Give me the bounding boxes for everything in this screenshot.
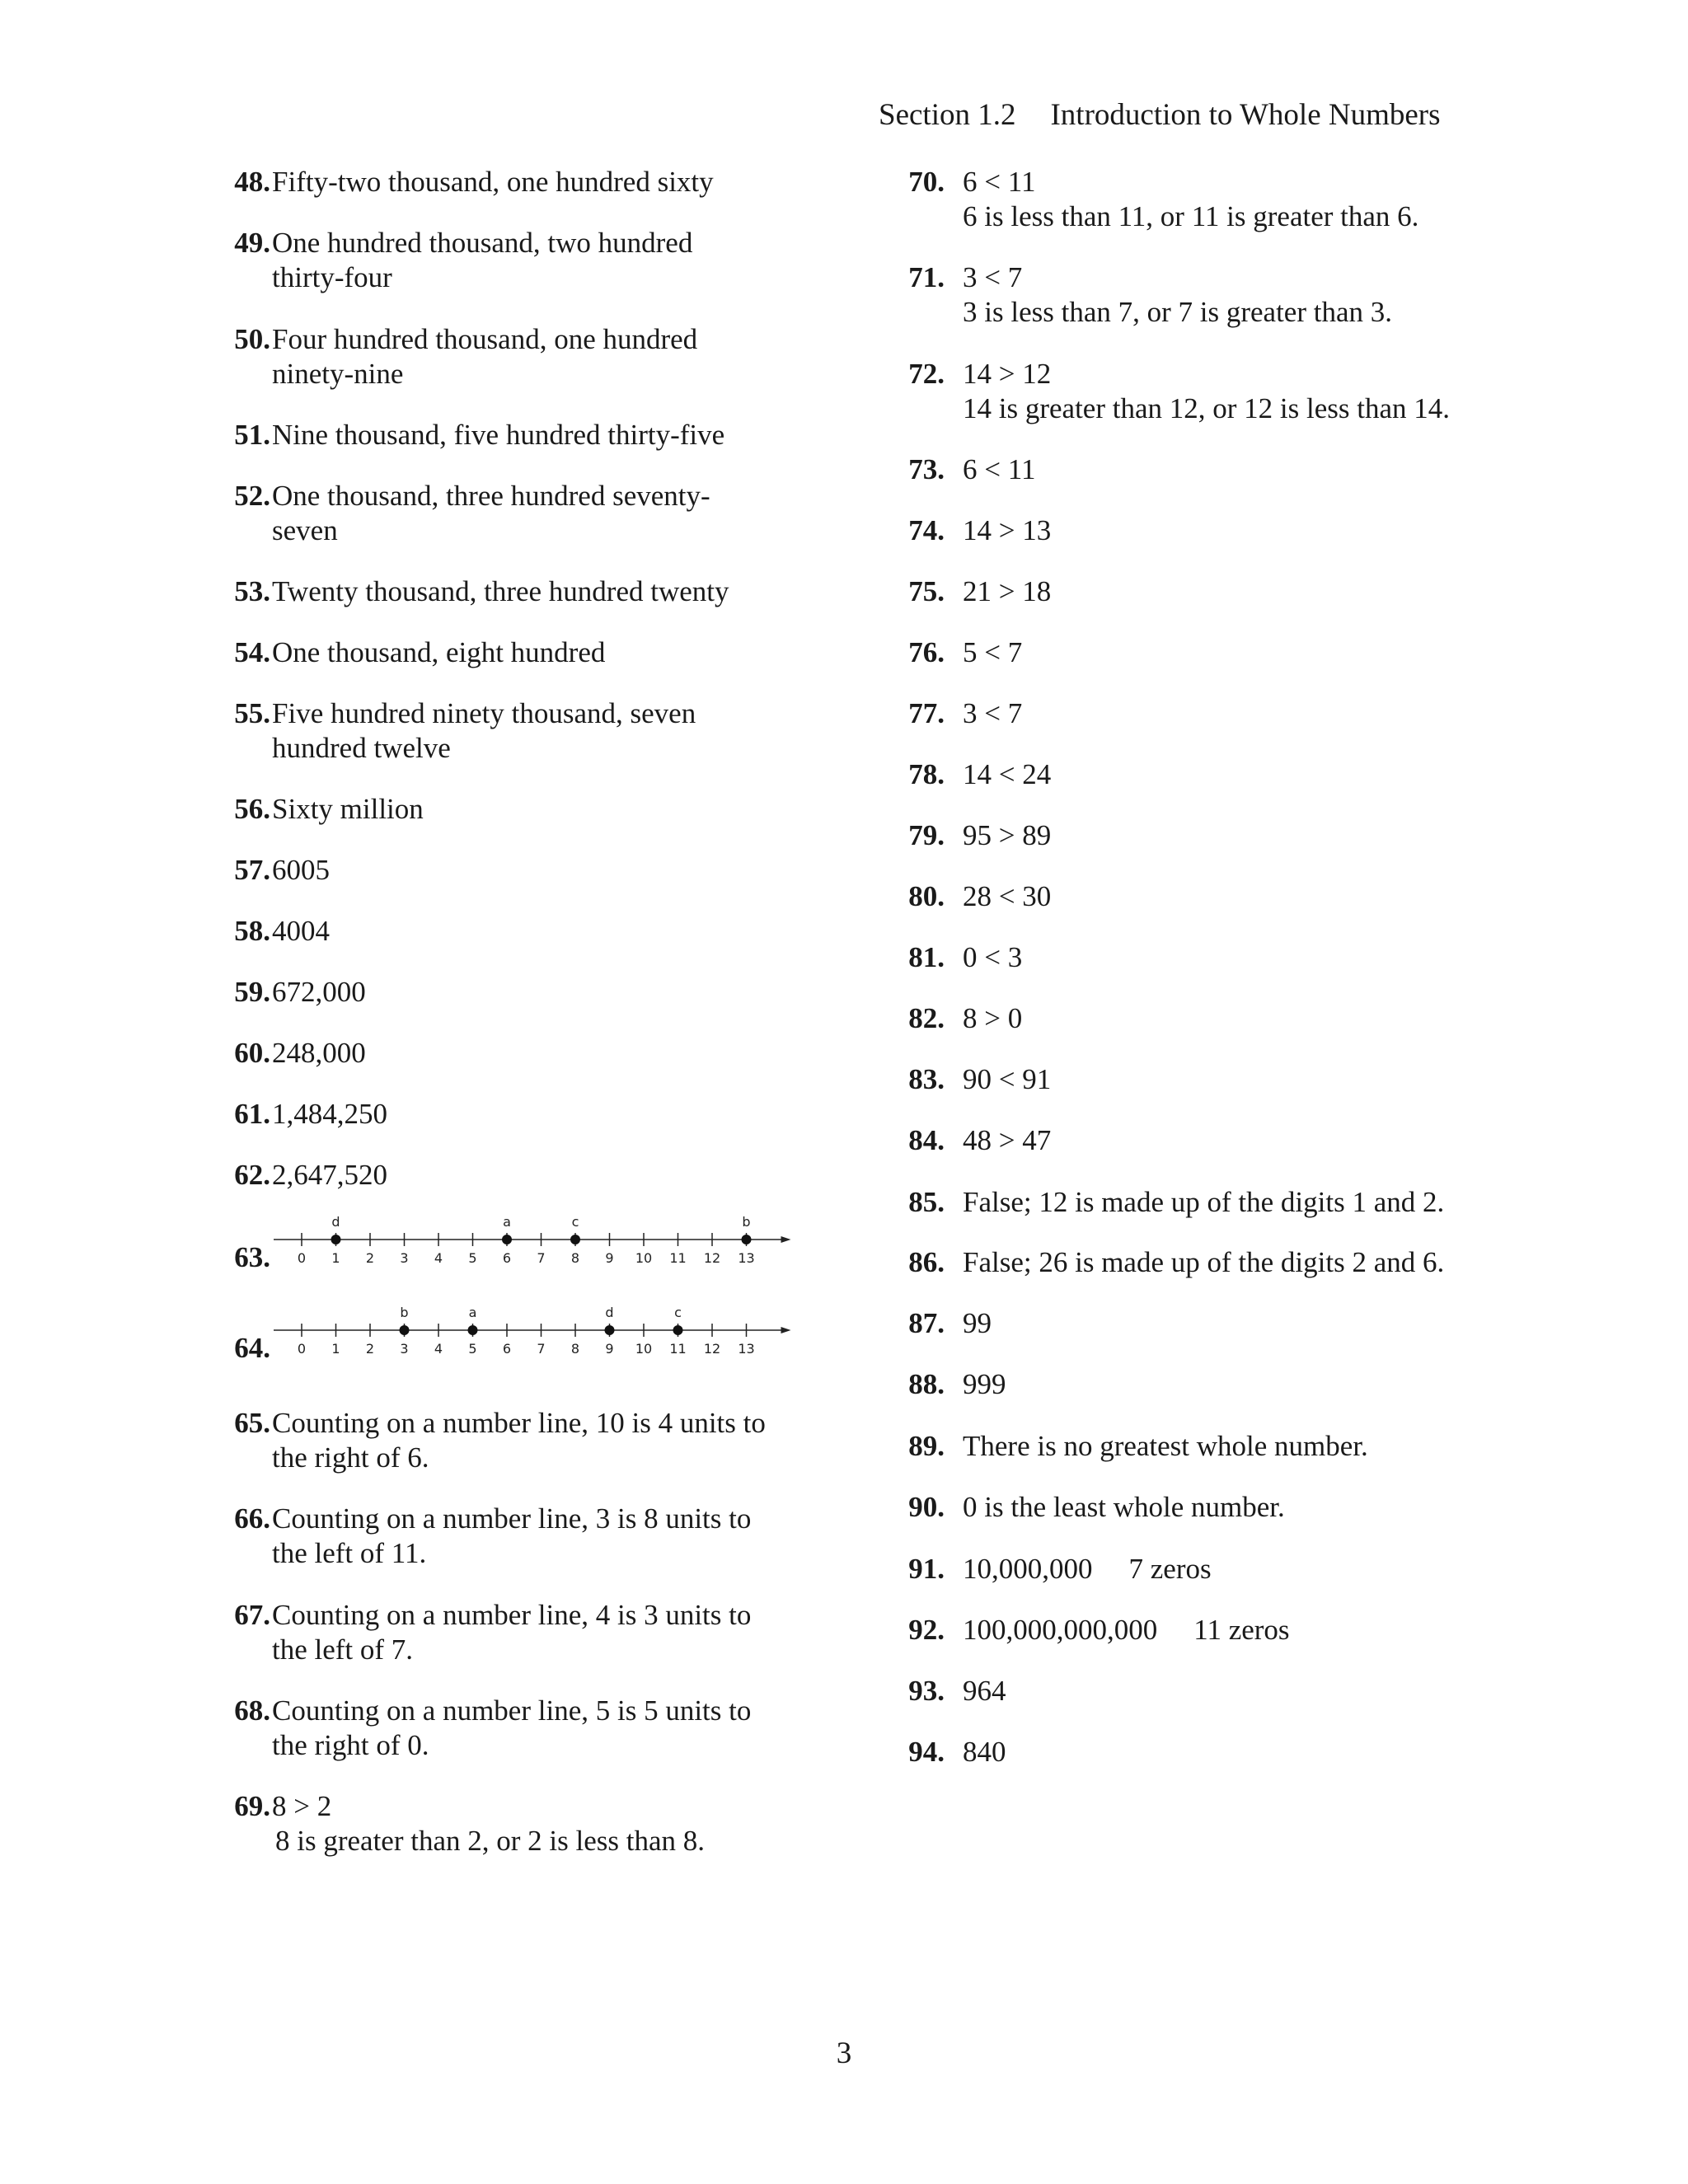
item-number: 84. [908, 1124, 945, 1156]
item-number: 79. [908, 819, 945, 851]
item-number: 83. [908, 1063, 945, 1095]
answer-note: 11 zeros [1193, 1614, 1290, 1646]
answer-text: 28 < 30 [963, 880, 1052, 912]
answer-text: 0 is the least whole number. [963, 1491, 1285, 1523]
number-line-tick-label: 7 [537, 1250, 546, 1266]
answer-text: Sixty million [272, 793, 424, 825]
answer-note: 7 zeros [1128, 1553, 1212, 1585]
answer-text: Four hundred thousand, one hundred [272, 323, 698, 355]
number-line-point-label: d [605, 1305, 614, 1320]
item-number: 68. [234, 1694, 270, 1727]
item-number: 80. [908, 880, 945, 912]
item-number: 92. [908, 1614, 945, 1646]
answer-text: 964 [963, 1675, 1006, 1707]
answer-item [216, 792, 424, 827]
number-line-point-label: a [468, 1305, 477, 1320]
number-line-point [570, 1235, 580, 1244]
answer-text: 14 < 24 [963, 758, 1052, 790]
number-line-tick-label: 12 [703, 1341, 721, 1357]
number-line-tick-label: 2 [365, 1341, 375, 1357]
answer-text: thirty-four [272, 261, 392, 293]
answer-item [216, 1158, 387, 1193]
number-line-tick-label: 3 [400, 1341, 409, 1357]
answer-item [216, 1694, 751, 1763]
answer-text: the left of 7. [272, 1633, 414, 1666]
number-line-graph [272, 1205, 799, 1271]
answer-text: 6 < 11 [963, 166, 1036, 198]
answer-text: 5 < 7 [963, 636, 1023, 668]
answer-text: 8 > 0 [963, 1002, 1023, 1034]
number-line-point [502, 1235, 512, 1244]
number-line-tick-label: 4 [434, 1250, 443, 1266]
item-number: 49. [234, 227, 270, 259]
item-number: 82. [908, 1002, 945, 1034]
item-number: 62. [234, 1159, 270, 1191]
number-line-tick-label: 0 [297, 1341, 307, 1357]
answer-item [907, 357, 1450, 426]
item-number: 61. [234, 1098, 270, 1130]
number-line-tick-label: 8 [570, 1341, 580, 1357]
answer-text: Counting on a number line, 10 is 4 units to [272, 1407, 766, 1439]
answer-item [216, 696, 696, 766]
answer-item [907, 1001, 1022, 1036]
answer-text: the right of 6. [272, 1441, 429, 1474]
number-line-point-label: c [571, 1214, 579, 1230]
answer-text: One hundred thousand, two hundred [272, 227, 693, 259]
number-line-tick-label: 10 [635, 1341, 653, 1357]
answer-item [907, 1245, 1444, 1280]
answer-text: There is no greatest whole number. [963, 1430, 1368, 1462]
number-line-tick-label: 10 [635, 1250, 653, 1266]
answer-text: 48 > 47 [963, 1124, 1052, 1156]
answer-item [907, 635, 1022, 670]
number-line-tick-label: 5 [468, 1250, 477, 1266]
answer-item [907, 1429, 1368, 1464]
item-number: 55. [234, 697, 270, 729]
answer-text: 8 > 2 [272, 1790, 332, 1822]
number-line-point [673, 1325, 683, 1335]
answer-text: the right of 0. [272, 1729, 429, 1761]
item-number: 85. [908, 1186, 945, 1218]
answer-explanation: 6 is less than 11, or 11 is greater than 6. [963, 200, 1419, 232]
answer-item [907, 1306, 992, 1341]
answer-text: 3 < 7 [963, 697, 1023, 729]
number-line-point-label: b [400, 1305, 409, 1320]
answer-text: Twenty thousand, three hundred twenty [272, 575, 729, 607]
number-line-tick-label: 12 [703, 1250, 721, 1266]
answer-text: 6005 [272, 854, 330, 886]
answer-item [907, 574, 1051, 609]
item-number: 74. [908, 514, 945, 546]
answer-item [907, 757, 1051, 792]
answer-item [907, 879, 1051, 914]
answer-item [907, 940, 1022, 975]
number-line-point [468, 1325, 478, 1335]
answer-text: 4004 [272, 915, 330, 947]
number-line-tick-label: 2 [365, 1250, 375, 1266]
answer-text: Counting on a number line, 3 is 8 units to [272, 1502, 752, 1535]
item-number: 93. [908, 1675, 945, 1707]
item-number: 76. [908, 636, 945, 668]
number-line-point [742, 1235, 752, 1244]
answer-text: hundred twelve [272, 732, 451, 764]
answer-item [216, 1097, 387, 1132]
number-line-tick-label: 3 [400, 1250, 409, 1266]
answer-explanation: 14 is greater than 12, or 12 is less than 14. [963, 392, 1451, 424]
number-line-tick-label: 1 [331, 1341, 340, 1357]
item-number: 59. [234, 976, 270, 1008]
answer-item [907, 1552, 1212, 1586]
item-number: 90. [908, 1491, 945, 1523]
answer-item [907, 1185, 1444, 1220]
answer-text: ninety-nine [272, 358, 404, 390]
number-line-point-label: c [674, 1305, 682, 1320]
answer-item [907, 1367, 1006, 1402]
answer-text: the left of 11. [272, 1537, 427, 1569]
answer-text: 1,484,250 [272, 1098, 387, 1130]
answer-item [216, 322, 697, 391]
answer-text: 14 > 13 [963, 514, 1052, 546]
answer-item [216, 165, 714, 199]
number-line-tick-label: 7 [537, 1341, 546, 1357]
answer-item [907, 1123, 1051, 1158]
answer-item [216, 635, 605, 670]
number-line-tick-label: 9 [605, 1250, 614, 1266]
answer-item [216, 226, 692, 295]
answer-item [907, 1062, 1051, 1097]
answer-explanation: 8 is greater than 2, or 2 is less than 8. [275, 1825, 706, 1857]
number-line-tick-label: 9 [605, 1341, 614, 1357]
item-number: 91. [908, 1553, 945, 1585]
answer-item [216, 574, 729, 609]
number-line-tick-label: 5 [468, 1341, 477, 1357]
number-line-point-label: b [742, 1214, 751, 1230]
number-line-point [331, 1235, 341, 1244]
item-number: 64. [234, 1332, 270, 1364]
answer-text: 99 [963, 1307, 992, 1339]
item-number: 48. [234, 166, 270, 198]
answer-text: 840 [963, 1736, 1006, 1768]
number-line-64 [272, 1296, 799, 1361]
answer-item [216, 1036, 366, 1071]
answer-explanation: 3 is less than 7, or 7 is greater than 3. [963, 296, 1393, 328]
item-number: 87. [908, 1307, 945, 1339]
item-number: 86. [908, 1246, 945, 1278]
item-number: 56. [234, 793, 270, 825]
number-line-tick-label: 4 [434, 1341, 443, 1357]
answer-text: Counting on a number line, 5 is 5 units to [272, 1694, 752, 1727]
answer-text: False; 26 is made up of the digits 2 and 6. [963, 1246, 1445, 1278]
answer-text: seven [272, 514, 338, 546]
number-line-tick-label: 13 [738, 1250, 755, 1266]
number-line-tick-label: 0 [297, 1250, 307, 1266]
answer-text: One thousand, eight hundred [272, 636, 606, 668]
answer-text: 6 < 11 [963, 453, 1036, 485]
section-title: Introduction to Whole Numbers [1050, 98, 1441, 132]
answer-text: 14 > 12 [963, 358, 1052, 390]
number-line-tick-label: 11 [669, 1250, 687, 1266]
number-line-tick-label: 13 [738, 1341, 755, 1357]
item-number: 77. [908, 697, 945, 729]
answer-text: 3 < 7 [963, 261, 1023, 293]
answer-item [907, 260, 1392, 330]
answer-item [907, 452, 1035, 487]
answer-item [907, 1674, 1006, 1708]
number-line-tick-label: 11 [669, 1341, 687, 1357]
item-number: 78. [908, 758, 945, 790]
item-number: 60. [234, 1037, 270, 1069]
answer-text: One thousand, three hundred seventy- [272, 480, 710, 512]
item-number: 75. [908, 575, 945, 607]
answer-text: Nine thousand, five hundred thirty-five [272, 419, 725, 451]
answer-text: 0 < 3 [963, 941, 1023, 973]
answer-text: 248,000 [272, 1037, 366, 1069]
answer-text: 10,000,000 [963, 1553, 1093, 1585]
answer-item [907, 818, 1051, 853]
answer-item [907, 513, 1051, 548]
item-number: 66. [234, 1502, 270, 1535]
answer-item [907, 1490, 1285, 1525]
answer-text: Counting on a number line, 4 is 3 units to [272, 1599, 752, 1631]
answer-text: 999 [963, 1368, 1006, 1400]
answer-text: False; 12 is made up of the digits 1 and 2. [963, 1186, 1445, 1218]
answer-text: 100,000,000,000 [963, 1614, 1158, 1646]
number-line-point [400, 1325, 410, 1335]
number-line-point [605, 1325, 615, 1335]
item-number: 51. [234, 419, 270, 451]
answer-item [907, 696, 1022, 731]
answer-item [216, 975, 366, 1010]
page-number: 3 [836, 2036, 852, 2070]
answer-text: 2,647,520 [272, 1159, 387, 1191]
item-number: 50. [234, 323, 270, 355]
number-line-tick-label: 1 [331, 1250, 340, 1266]
number-line-graph [272, 1296, 799, 1361]
answer-item [216, 853, 330, 888]
item-number: 54. [234, 636, 270, 668]
item-number: 57. [234, 854, 270, 886]
item-number: 70. [908, 166, 945, 198]
answer-text: 21 > 18 [963, 575, 1052, 607]
item-number: 94. [908, 1736, 945, 1768]
number-line-point-label: a [503, 1214, 511, 1230]
number-line-tick-label: 6 [502, 1250, 512, 1266]
item-number: 73. [908, 453, 945, 485]
item-number: 81. [908, 941, 945, 973]
answer-text: 95 > 89 [963, 819, 1052, 851]
item-number: 89. [908, 1430, 945, 1462]
answer-item [907, 1735, 1006, 1769]
number-line-63 [272, 1205, 799, 1271]
number-line-arrow [781, 1327, 791, 1333]
answer-item [216, 479, 710, 548]
answer-text: Five hundred ninety thousand, seven [272, 697, 696, 729]
answer-item [216, 1789, 705, 1858]
number-line-tick-label: 6 [502, 1341, 512, 1357]
answer-item [216, 1502, 751, 1571]
item-number: 67. [234, 1599, 270, 1631]
item-number: 71. [908, 261, 945, 293]
section-label: Section 1.2 [879, 98, 1016, 132]
answer-item [216, 1598, 751, 1667]
item-number: 88. [908, 1368, 945, 1400]
answer-item [216, 1406, 766, 1475]
item-number: 52. [234, 480, 270, 512]
item-number: 65. [234, 1407, 270, 1439]
page-header [879, 97, 1441, 133]
answer-item [216, 914, 330, 949]
item-number: 72. [908, 358, 945, 390]
answer-item [216, 418, 724, 452]
answer-text: 90 < 91 [963, 1063, 1052, 1095]
number-line-tick-label: 8 [570, 1250, 580, 1266]
number-line-point-label: d [331, 1214, 340, 1230]
item-number: 69. [234, 1790, 270, 1822]
item-number: 63. [234, 1241, 270, 1273]
item-number: 53. [234, 575, 270, 607]
answer-item [907, 1613, 1290, 1647]
number-line-arrow [781, 1236, 791, 1243]
item-number: 58. [234, 915, 270, 947]
answer-text: 672,000 [272, 976, 366, 1008]
answer-text: Fifty-two thousand, one hundred sixty [272, 166, 714, 198]
answer-item [907, 165, 1418, 234]
